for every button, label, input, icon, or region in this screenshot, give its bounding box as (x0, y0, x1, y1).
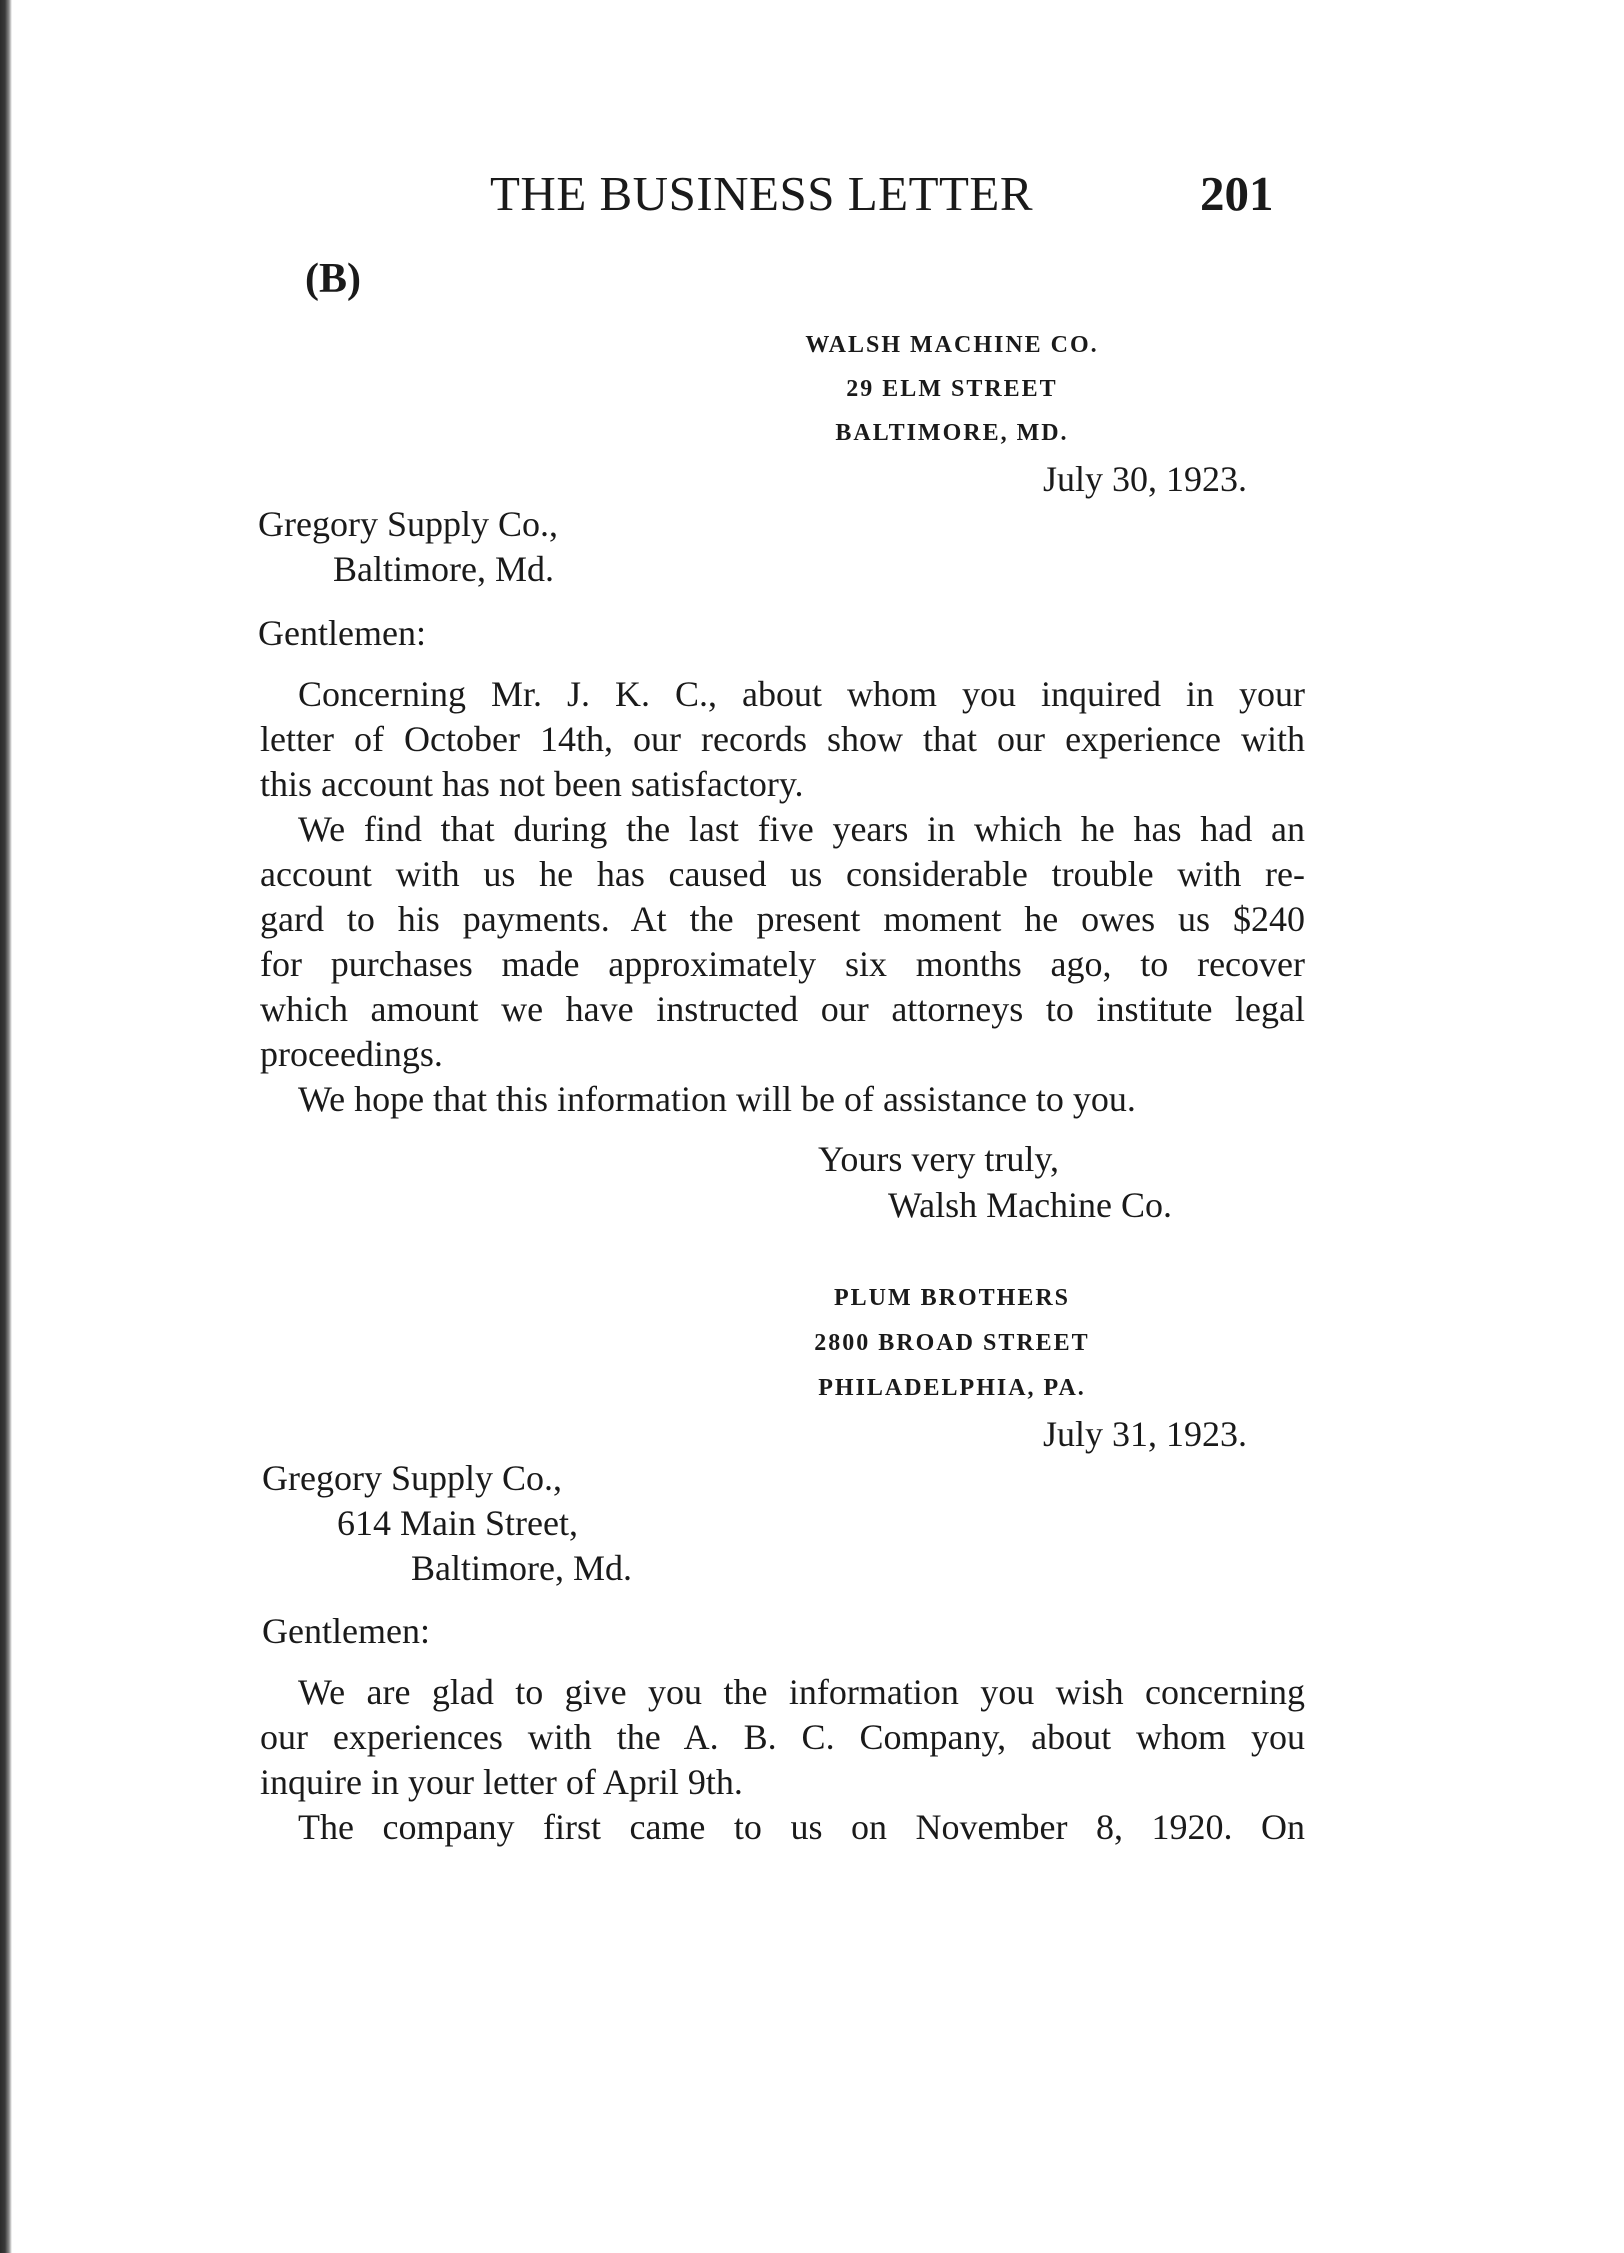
paragraph-line: Concerning Mr. J. K. C., about whom you inquired in your (298, 674, 1305, 714)
letter2-letterhead-line: PLUM BROTHERS (833, 1285, 1071, 1311)
letter1-letterhead-line: 29 ELM STREET (846, 376, 1058, 402)
paragraph-line: this account has not been satisfactory. (260, 764, 804, 804)
paragraph-line: We hope that this information will be of assistance to you. (298, 1079, 1136, 1119)
letter2-letterhead-line: PHILADELPHIA, PA. (818, 1375, 1086, 1401)
letter1-paragraph (260, 807, 1305, 1077)
page-number: 201 (1200, 166, 1274, 221)
paragraph-line: letter of October 14th, our records show that our experience with (260, 719, 1305, 759)
paragraph-line: our experiences with the A. B. C. Company, about whom you (260, 1717, 1305, 1757)
paragraph-line: The company first came to us on November 8, 1920. On (298, 1807, 1305, 1847)
letter1-paragraph (260, 672, 1305, 807)
binding-edge-shadow (0, 0, 12, 2253)
letter1-letterhead-line: WALSH MACHINE CO. (805, 332, 1099, 358)
letter1-addressee-line: Baltimore, Md. (333, 549, 554, 589)
letter2-salutation: Gentlemen: (262, 1611, 430, 1651)
letter1-closing: Yours very truly, (818, 1139, 1060, 1179)
letter1-salutation: Gentlemen: (258, 613, 426, 653)
section-label: (B) (305, 256, 361, 302)
paragraph-line: account with us he has caused us considerable trouble with re- (260, 854, 1305, 894)
paragraph-line: for purchases made approximately six months ago, to recover (260, 944, 1305, 984)
letter1-signature: Walsh Machine Co. (888, 1185, 1173, 1225)
letter2-paragraph (260, 1670, 1305, 1805)
letter2-paragraph (260, 1805, 1305, 1850)
letter2-addressee-line: Baltimore, Md. (411, 1548, 632, 1588)
paragraph-line: inquire in your letter of April 9th. (260, 1762, 743, 1802)
letter1-letterhead-line: BALTIMORE, MD. (835, 420, 1069, 446)
paragraph-line: gard to his payments. At the present moment he owes us $240 (260, 899, 1305, 939)
letter2-letterhead-line: 2800 BROAD STREET (814, 1330, 1090, 1356)
letter2-addressee-line: Gregory Supply Co., (262, 1458, 562, 1498)
paragraph-line: We find that during the last five years in which he has had an (298, 809, 1305, 849)
paragraph-line: proceedings. (260, 1034, 443, 1074)
letter1-date: July 30, 1923. (1043, 459, 1248, 499)
running-title: THE BUSINESS LETTER (490, 166, 1034, 221)
letter1-addressee-line: Gregory Supply Co., (258, 504, 558, 544)
letter1-paragraph (260, 1077, 1305, 1122)
letter2-addressee-line: 614 Main Street, (337, 1503, 578, 1543)
paragraph-line: which amount we have instructed our attorneys to institute legal (260, 989, 1305, 1029)
paragraph-line: We are glad to give you the information you wish concerning (298, 1672, 1305, 1712)
letter2-date: July 31, 1923. (1043, 1414, 1248, 1454)
